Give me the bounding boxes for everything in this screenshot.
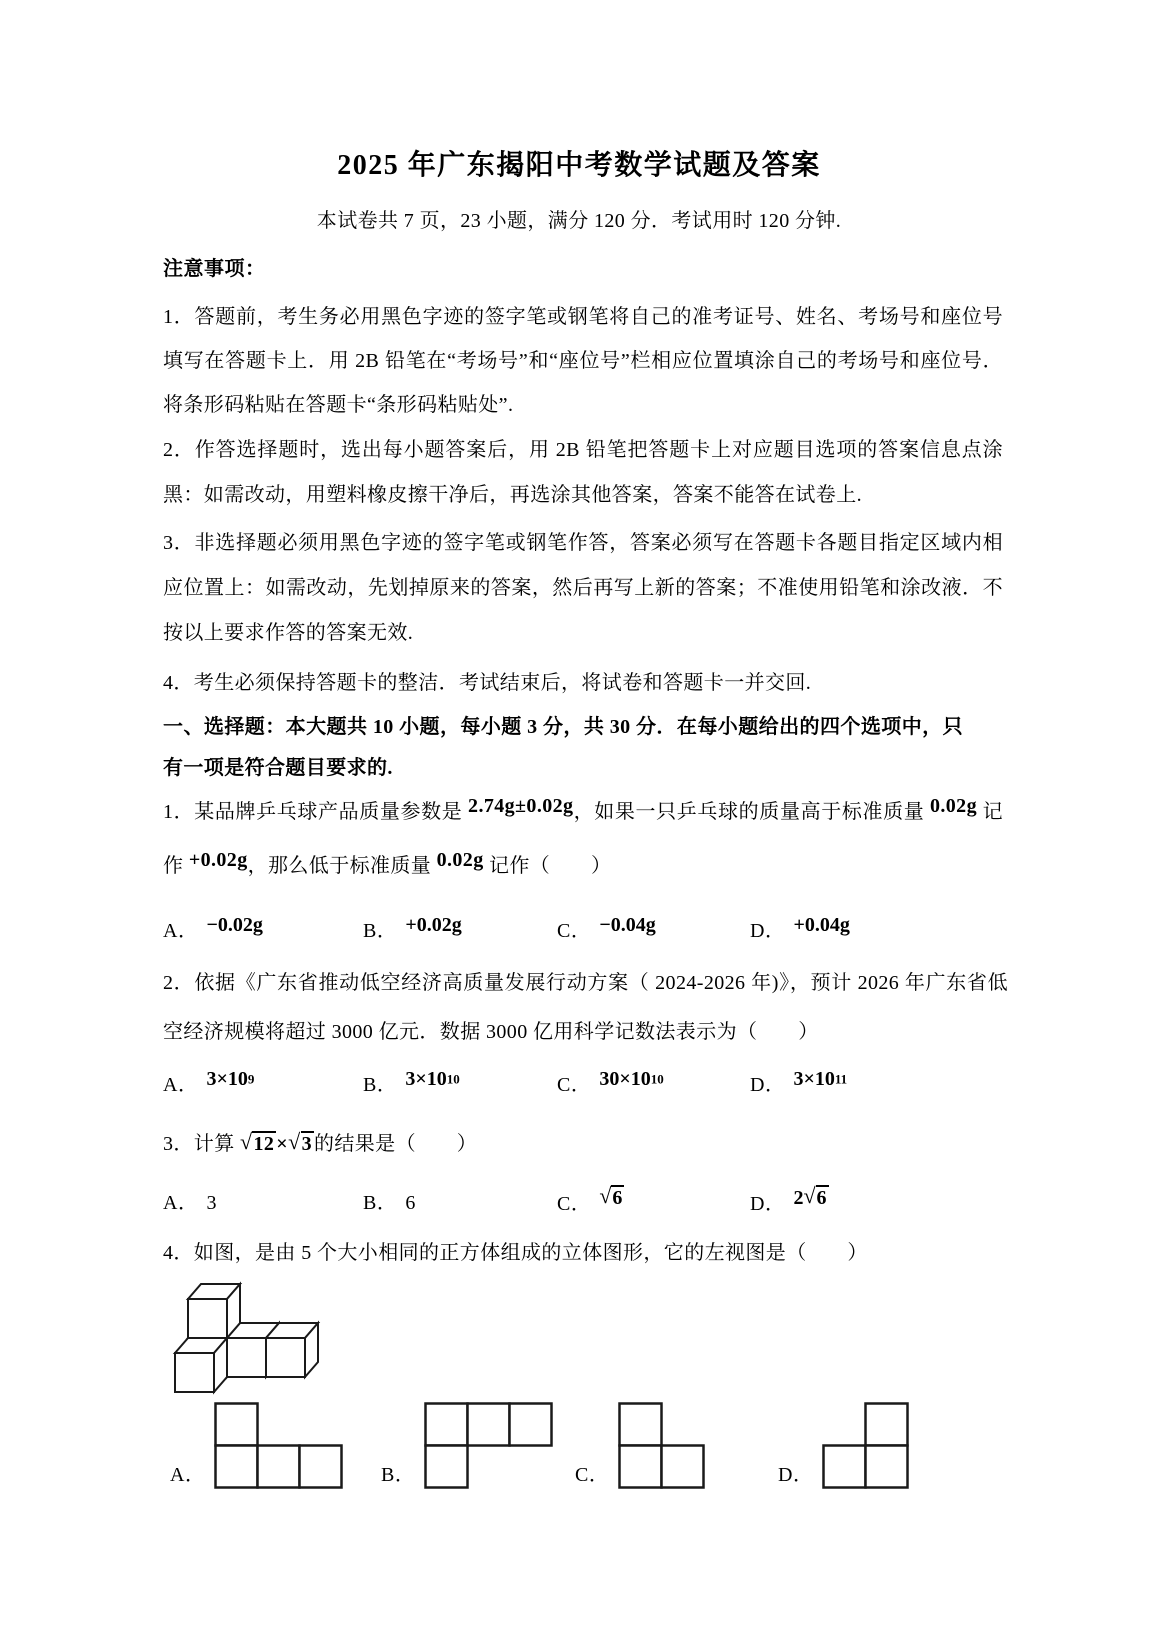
question-4-options <box>163 1398 1083 1490</box>
q4-option-c <box>575 1398 706 1490</box>
option-value: $30\times 10^{10}$ <box>599 1068 664 1090</box>
option-label: D． <box>750 1193 786 1215</box>
q3-option-b <box>363 1189 415 1217</box>
q2-option-a <box>163 1068 255 1099</box>
option-label: B． <box>381 1464 416 1486</box>
option-label: C． <box>557 920 592 942</box>
question-1-stem: 1．某品牌乒乓球产品质量参数是 2.74g±0.02g，如果一只乒乓球的质量高于标准质量 0.02g 记作 +0.02g，那么低于标准质量 0.02g 记作（ ） <box>163 795 1003 877</box>
option-label: C． <box>575 1464 610 1486</box>
q1-option-b <box>363 914 462 945</box>
notice-item-1: 1．答题前，考生务必用黑色字迹的签字笔或钢笔将自己的准考证号、姓名、考场号和座位号填写在答题卡上．用 2B 铅笔在“考场号”和“座位号”栏相应位置填涂自己的考场号和座位号．将条形码粘贴在答题卡“条形码粘贴处”. <box>163 306 1003 416</box>
option-value: $3\times 10^{10}$ <box>405 1068 460 1090</box>
question-3-options <box>163 1183 1043 1219</box>
exam-subtitle: 本试卷共 7 页，23 小题，满分 120 分．考试用时 120 分钟. <box>316 210 842 232</box>
q2-option-b <box>363 1068 460 1099</box>
option-label: A． <box>170 1464 206 1486</box>
q4-option-d <box>778 1398 910 1490</box>
section-heading: 一、选择题：本大题共 10 小题，每小题 3 分，共 30 分．在每小题给出的四个选项中，只有一项是符合题目要求的. <box>163 716 963 779</box>
option-value: −0.04g <box>599 914 656 936</box>
option-label: C． <box>557 1193 592 1215</box>
q4-option-a <box>170 1398 344 1490</box>
notice-item-4: 4．考生必须保持答题卡的整洁．考试结束后，将试卷和答题卡一并交回. <box>163 672 812 694</box>
question-2-stem: 2．依据《广东省推动低空经济高质量发展行动方案（ 2024-2026 年)》，预计 2026 年广东省低空经济规模将超过 3000 亿元．数据 3000 亿用科学记数法表示为（ ） <box>163 972 1008 1043</box>
q1-option-c <box>557 914 656 945</box>
q2-option-c <box>557 1068 664 1099</box>
option-label: B． <box>363 1192 398 1214</box>
question-4-stem: 4．如图，是由 5 个大小相同的正方体组成的立体图形，它的左视图是（ ） <box>163 1242 868 1264</box>
option-value: 2√6 <box>793 1183 827 1209</box>
q1-option-d <box>750 914 850 945</box>
option-value: +0.02g <box>405 914 462 936</box>
q4-option-b-figure <box>423 1401 554 1490</box>
option-label: B． <box>363 920 398 942</box>
q1-option-a <box>163 914 263 945</box>
option-value: 6 <box>405 1192 416 1214</box>
option-label: A． <box>163 1074 199 1096</box>
option-label: D． <box>750 1074 786 1096</box>
q4-option-b <box>381 1398 554 1490</box>
notice-item-2: 2．作答选择题时，选出每小题答案后，用 2B 铅笔把答题卡上对应题目选项的答案信息点涂黑：如需改动，用塑料橡皮擦干净后，再选涂其他答案，答案不能答在试卷上. <box>163 439 1003 506</box>
q4-option-a-figure <box>213 1401 344 1490</box>
option-label: C． <box>557 1074 592 1096</box>
option-value: $3\times 10^9$ <box>206 1068 255 1090</box>
q3-option-a <box>163 1189 216 1217</box>
option-label: D． <box>750 920 786 942</box>
option-label: B． <box>363 1074 398 1096</box>
option-value: 3 <box>206 1192 217 1214</box>
notice-item-3: 3．非选择题必须用黑色字迹的签字笔或钢笔作答，答案必须写在答题卡各题目指定区域内相应位置上：如需改动，先划掉原来的答案，然后再写上新的答案；不准使用铅笔和涂改液．不按以上要求作答的答案无效. <box>163 532 1003 644</box>
notice-heading: 注意事项： <box>163 258 266 280</box>
q3-option-c <box>557 1183 624 1218</box>
q3-option-d <box>750 1183 829 1218</box>
option-label: A． <box>163 920 199 942</box>
q2-option-d <box>750 1068 848 1099</box>
option-value: $3\times 10^{11}$ <box>793 1068 848 1090</box>
q4-option-c-figure <box>617 1401 706 1490</box>
option-value: +0.04g <box>793 914 850 936</box>
question-3-stem: 3．计算 √12 ×√3 的结果是（ ） <box>163 1129 478 1155</box>
page-title: 2025 年广东揭阳中考数学试题及答案 <box>337 150 821 181</box>
option-label: A． <box>163 1192 199 1214</box>
option-label: D． <box>778 1464 814 1486</box>
question-1-options <box>163 914 1043 947</box>
option-value: √6 <box>599 1183 623 1209</box>
q4-option-d-figure <box>821 1401 910 1490</box>
question-2-options <box>163 1068 1043 1101</box>
option-value: −0.02g <box>206 914 263 936</box>
question-4-cube-figure <box>165 1280 325 1396</box>
